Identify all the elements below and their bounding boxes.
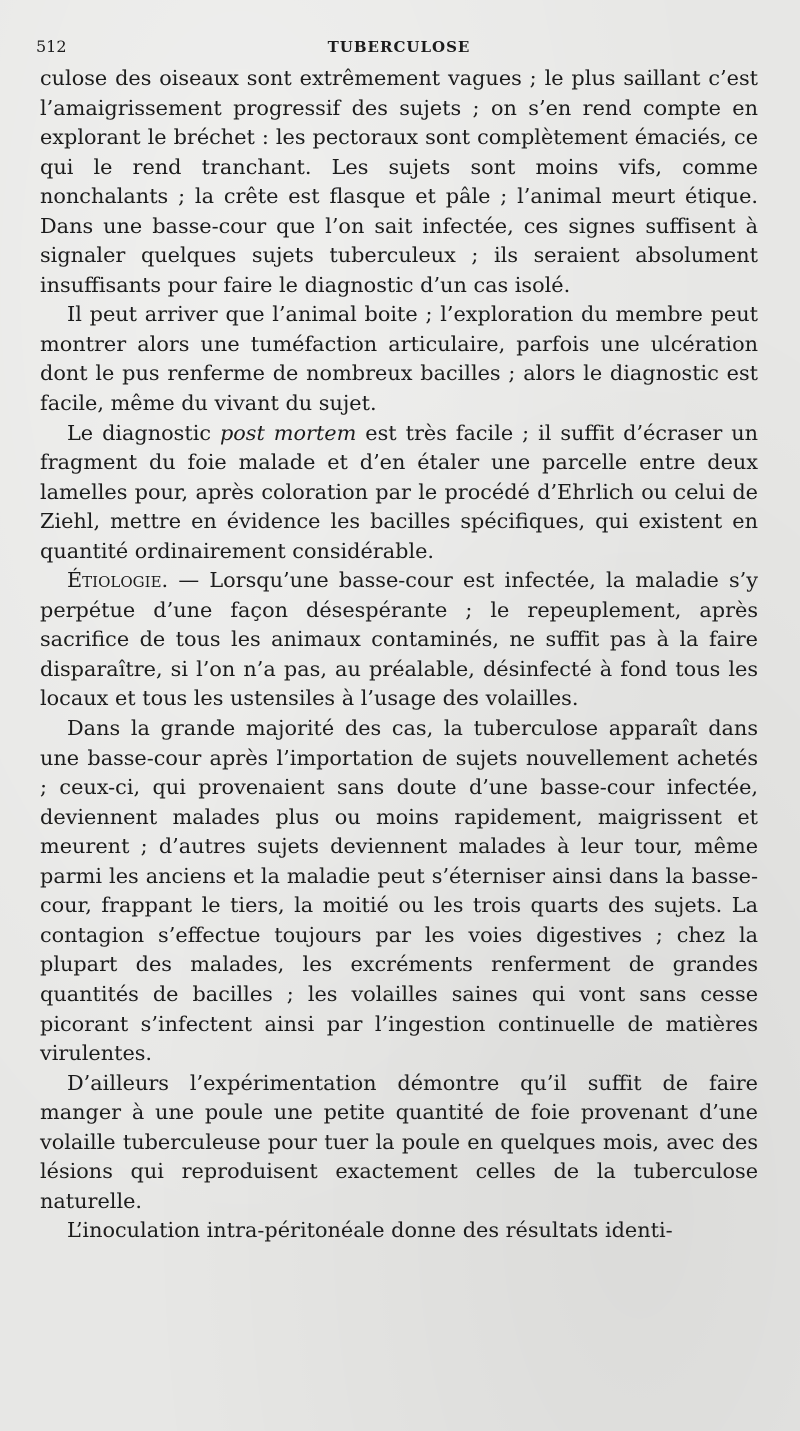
section-heading-etiology: Étiologie.: [67, 568, 169, 593]
italic-term: post mortem: [219, 420, 357, 445]
body-text: [40, 64, 758, 1246]
page-number: 512: [36, 37, 67, 56]
paragraph-inoculation: L’inoculation intra-péritonéale donne des résultats identi-: [67, 1218, 673, 1243]
paragraph-experimentation: D’ailleurs l’expérimentation démontre qu’il suffit de faire manger à une poule une petite quantité de foie provenant d’une volaille tuberculeuse pour tuer la poule en quelques mois, avec des lésions qui reproduisent exactement celles de la tuberculose naturelle.: [40, 1070, 758, 1213]
paragraph-lameness: Il peut arriver que l’animal boite ; l’exploration du membre peut montrer alors une tuméfaction articulaire, parfois une ulcération dont le pus renferme de nombreux bacilles ; alors le diagnostic est facile, même du vivant du sujet.: [40, 302, 758, 416]
paragraph-text-part: est très facile ; il suffit d’écraser un fragment du foie malade et d’en étaler une parcelle entre deux lamelles pour, après coloration par le procédé d’Ehrlich ou celui de Ziehl, mettre en évidence les bacilles spécifiques, qui existent en quantité ordinairement considérable.: [40, 420, 759, 563]
paragraph-text-part: Le diagnostic: [67, 420, 220, 445]
paragraph-text-part: — Lorsqu’une basse-cour est infectée, la maladie s’y perpétue d’une façon désespérante ; le repeuplement, après sacrifice de tous les animaux contaminés, ne suffit pas à la faire disparaître, si l’on n’a pas, au préalable, désinfecté à fond tous les locaux et tous les ustensiles à l’usage des volailles.: [40, 568, 758, 711]
running-head: [36, 32, 758, 62]
paragraph-symptoms-continued: culose des oiseaux sont extrêmement vagues ; le plus saillant c’est l’amaigrissement progressif des sujets ; on s’en rend compte en explorant le bréchet : les pectoraux sont complètement émaciés, ce qui le rend tranchant. Les sujets sont moins vifs, comme nonchalants ; la crête est flasque et pâle ; l’animal meurt étique. Dans une basse-cour que l’on sait infectée, ces signes suffisent à signaler quelques sujets tuberculeux ; ils seraient absolument insuffisants pour faire le diagnostic d’un cas isolé.: [40, 66, 758, 297]
paragraph-post-mortem-diagnosis: [40, 419, 758, 567]
running-title: TUBERCULOSE: [327, 38, 471, 56]
paragraph-contagion: Dans la grande majorité des cas, la tuberculose apparaît dans une basse-cour après l’importation de sujets nouvellement achetés ; ceux-ci, qui provenaient sans doute d’une basse-cour infectée, deviennent malades plus ou moins rapidement, maigrissent et meurent ; d’autres sujets deviennent malades à leur tour, même parmi les anciens et la maladie peut s’éterniser ainsi dans la basse-cour, frappant le tiers, la moitié ou les trois quarts des sujets. La contagion s’effectue toujours par les voies digestives ; chez la plupart des malades, les excréments renferment de grandes quantités de bacilles ; les volailles saines qui vont sans cesse picorant s’infectent ainsi par l’ingestion continuelle de matières virulentes.: [40, 716, 758, 1066]
paragraph-etiology: [40, 566, 758, 714]
